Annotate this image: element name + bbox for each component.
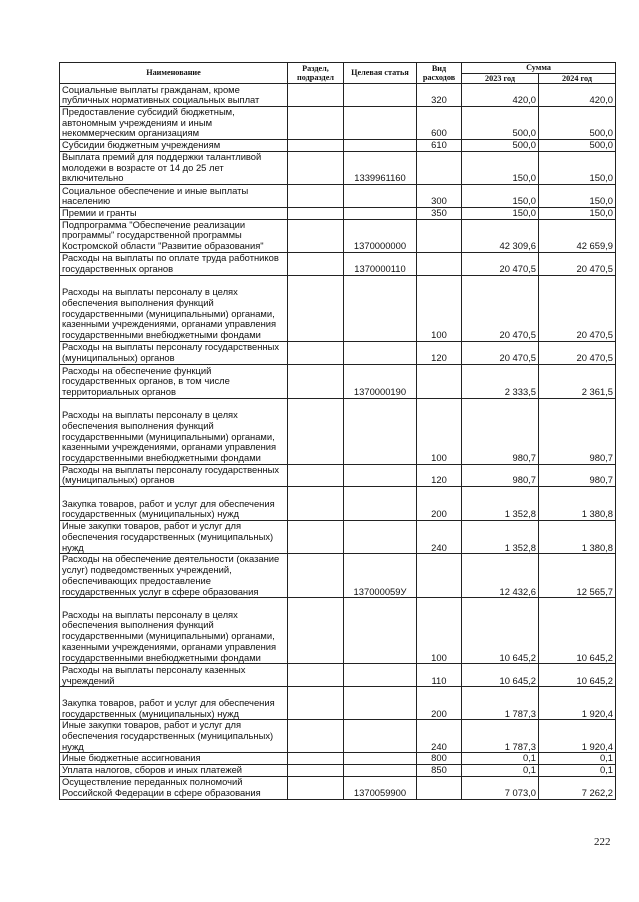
page-number: 222 bbox=[594, 836, 611, 848]
row-article bbox=[344, 207, 417, 219]
table-row bbox=[60, 140, 616, 152]
table-row bbox=[60, 219, 616, 252]
row-sum-2024: 500,0 bbox=[539, 107, 616, 140]
row-sum-2024: 2 361,5 bbox=[539, 364, 616, 398]
row-article bbox=[344, 765, 417, 777]
table-row bbox=[60, 107, 616, 140]
row-sum-2024: 10 645,2 bbox=[539, 664, 616, 687]
row-sum-2023: 1 352,8 bbox=[462, 521, 539, 554]
row-type: 800 bbox=[417, 753, 462, 765]
row-article: 137000059У bbox=[344, 554, 417, 598]
row-type: 350 bbox=[417, 207, 462, 219]
row-type: 200 bbox=[417, 687, 462, 720]
row-name: Закупка товаров, работ и услуг для обеспечения государственных (муниципальных) нужд bbox=[60, 487, 288, 521]
row-section bbox=[288, 687, 344, 720]
row-section bbox=[288, 521, 344, 554]
row-section bbox=[288, 219, 344, 252]
row-type: 110 bbox=[417, 664, 462, 687]
header-name: Наименование bbox=[60, 63, 288, 84]
table-row bbox=[60, 252, 616, 275]
row-name: Расходы на выплаты персоналу в целях обеспечения выполнения функций государственными (муниципальными) органами, казенными учреждениями, органами управления государственными внебюджетными фондами bbox=[60, 398, 288, 464]
row-section bbox=[288, 107, 344, 140]
table-row bbox=[60, 664, 616, 687]
row-sum-2024: 0,1 bbox=[539, 765, 616, 777]
row-article bbox=[344, 84, 417, 107]
row-type: 100 bbox=[417, 598, 462, 664]
row-article bbox=[344, 107, 417, 140]
row-sum-2024: 150,0 bbox=[539, 184, 616, 207]
table-row bbox=[60, 84, 616, 107]
row-sum-2023: 1 787,3 bbox=[462, 720, 539, 753]
row-sum-2023: 150,0 bbox=[462, 207, 539, 219]
table-row bbox=[60, 464, 616, 486]
row-article bbox=[344, 521, 417, 554]
row-sum-2023: 20 470,5 bbox=[462, 341, 539, 364]
row-sum-2024: 42 659,9 bbox=[539, 219, 616, 252]
header-article: Целевая статья bbox=[344, 63, 417, 84]
row-sum-2023: 0,1 bbox=[462, 765, 539, 777]
row-name: Расходы на выплаты по оплате труда работников государственных органов bbox=[60, 252, 288, 275]
row-name: Предоставление субсидий бюджетным, автономным учреждениям и иным некоммерческим организациям bbox=[60, 107, 288, 140]
row-section bbox=[288, 341, 344, 364]
row-sum-2023: 980,7 bbox=[462, 464, 539, 486]
row-type bbox=[417, 364, 462, 398]
row-section bbox=[288, 252, 344, 275]
budget-table bbox=[59, 62, 616, 800]
row-type: 120 bbox=[417, 341, 462, 364]
row-article: 1370000000 bbox=[344, 219, 417, 252]
row-sum-2023: 20 470,5 bbox=[462, 275, 539, 341]
row-type bbox=[417, 252, 462, 275]
row-sum-2023: 1 352,8 bbox=[462, 487, 539, 521]
row-article bbox=[344, 140, 417, 152]
row-name: Подпрограмма "Обеспечение реализации программы" государственной программы Костромской области "Развитие образования" bbox=[60, 219, 288, 252]
header-year-2024: 2024 год bbox=[539, 73, 616, 84]
table-header bbox=[60, 63, 616, 84]
row-type bbox=[417, 151, 462, 184]
table-row bbox=[60, 487, 616, 521]
row-section bbox=[288, 140, 344, 152]
row-name: Иные закупки товаров, работ и услуг для обеспечения государственных (муниципальных) нужд bbox=[60, 720, 288, 753]
row-name: Социальное обеспечение и иные выплаты населению bbox=[60, 184, 288, 207]
row-name: Социальные выплаты гражданам, кроме публичных нормативных социальных выплат bbox=[60, 84, 288, 107]
row-type bbox=[417, 554, 462, 598]
row-name: Закупка товаров, работ и услуг для обеспечения государственных (муниципальных) нужд bbox=[60, 687, 288, 720]
row-sum-2024: 420,0 bbox=[539, 84, 616, 107]
row-article bbox=[344, 753, 417, 765]
row-name: Субсидии бюджетным учреждениям bbox=[60, 140, 288, 152]
row-name: Расходы на обеспечение функций государственных органов, в том числе территориальных органов bbox=[60, 364, 288, 398]
table-row bbox=[60, 687, 616, 720]
row-sum-2024: 20 470,5 bbox=[539, 252, 616, 275]
row-section bbox=[288, 664, 344, 687]
table-body bbox=[60, 84, 616, 800]
row-sum-2024: 1 920,4 bbox=[539, 720, 616, 753]
row-section bbox=[288, 364, 344, 398]
row-sum-2024: 10 645,2 bbox=[539, 598, 616, 664]
row-article bbox=[344, 464, 417, 486]
row-sum-2024: 0,1 bbox=[539, 753, 616, 765]
row-name: Осуществление переданных полномочий Российской Федерации в сфере образования bbox=[60, 776, 288, 799]
row-article: 1370059900 bbox=[344, 776, 417, 799]
table-row bbox=[60, 521, 616, 554]
table-row bbox=[60, 765, 616, 777]
row-name: Иные бюджетные ассигнования bbox=[60, 753, 288, 765]
row-name: Расходы на выплаты персоналу в целях обеспечения выполнения функций государственными (муниципальными) органами, казенными учреждениями, органами управления государственными внебюджетными фондами bbox=[60, 598, 288, 664]
row-name: Расходы на обеспечение деятельности (оказание услуг) подведомственных учреждений, обеспечивающих предоставление государственных услуг в сфере образования bbox=[60, 554, 288, 598]
row-sum-2023: 420,0 bbox=[462, 84, 539, 107]
row-type: 850 bbox=[417, 765, 462, 777]
table-row bbox=[60, 207, 616, 219]
row-article bbox=[344, 664, 417, 687]
table-row bbox=[60, 341, 616, 364]
row-type: 200 bbox=[417, 487, 462, 521]
table-row bbox=[60, 275, 616, 341]
row-type bbox=[417, 776, 462, 799]
row-section bbox=[288, 398, 344, 464]
table-row bbox=[60, 151, 616, 184]
row-sum-2023: 1 787,3 bbox=[462, 687, 539, 720]
row-type bbox=[417, 219, 462, 252]
table-row bbox=[60, 398, 616, 464]
row-article bbox=[344, 184, 417, 207]
row-sum-2024: 1 920,4 bbox=[539, 687, 616, 720]
row-section bbox=[288, 776, 344, 799]
row-article bbox=[344, 687, 417, 720]
table-row bbox=[60, 598, 616, 664]
row-sum-2024: 1 380,8 bbox=[539, 487, 616, 521]
row-name: Расходы на выплаты персоналу в целях обеспечения выполнения функций государственными (муниципальными) органами, казенными учреждениями, органами управления государственными внебюджетными фондами bbox=[60, 275, 288, 341]
row-article bbox=[344, 720, 417, 753]
row-sum-2024: 980,7 bbox=[539, 398, 616, 464]
row-section bbox=[288, 554, 344, 598]
row-section bbox=[288, 207, 344, 219]
row-sum-2024: 20 470,5 bbox=[539, 275, 616, 341]
row-type: 600 bbox=[417, 107, 462, 140]
table-row bbox=[60, 720, 616, 753]
row-name: Выплата премий для поддержки талантливой молодежи в возрасте от 14 до 25 лет включительно bbox=[60, 151, 288, 184]
row-article: 1370000110 bbox=[344, 252, 417, 275]
header-year-2023: 2023 год bbox=[462, 73, 539, 84]
row-sum-2023: 150,0 bbox=[462, 151, 539, 184]
row-article: 1370000190 bbox=[344, 364, 417, 398]
row-section bbox=[288, 598, 344, 664]
header-type: Вид расходов bbox=[417, 63, 462, 84]
row-type: 240 bbox=[417, 720, 462, 753]
row-section bbox=[288, 151, 344, 184]
row-name: Иные закупки товаров, работ и услуг для обеспечения государственных (муниципальных) нужд bbox=[60, 521, 288, 554]
row-section bbox=[288, 753, 344, 765]
row-section bbox=[288, 464, 344, 486]
row-name: Расходы на выплаты персоналу казенных учреждений bbox=[60, 664, 288, 687]
row-sum-2023: 42 309,6 bbox=[462, 219, 539, 252]
row-article bbox=[344, 341, 417, 364]
row-name: Расходы на выплаты персоналу государственных (муниципальных) органов bbox=[60, 464, 288, 486]
row-article bbox=[344, 275, 417, 341]
table-row bbox=[60, 776, 616, 799]
row-type: 320 bbox=[417, 84, 462, 107]
row-type: 120 bbox=[417, 464, 462, 486]
row-article bbox=[344, 598, 417, 664]
row-section bbox=[288, 84, 344, 107]
row-type: 100 bbox=[417, 398, 462, 464]
row-section bbox=[288, 275, 344, 341]
row-sum-2024: 980,7 bbox=[539, 464, 616, 486]
row-name: Уплата налогов, сборов и иных платежей bbox=[60, 765, 288, 777]
row-article bbox=[344, 487, 417, 521]
row-sum-2024: 20 470,5 bbox=[539, 341, 616, 364]
row-sum-2024: 150,0 bbox=[539, 151, 616, 184]
row-article bbox=[344, 398, 417, 464]
table-row bbox=[60, 554, 616, 598]
row-name: Премии и гранты bbox=[60, 207, 288, 219]
row-sum-2024: 7 262,2 bbox=[539, 776, 616, 799]
row-sum-2024: 150,0 bbox=[539, 207, 616, 219]
row-sum-2024: 1 380,8 bbox=[539, 521, 616, 554]
row-name: Расходы на выплаты персоналу государственных (муниципальных) органов bbox=[60, 341, 288, 364]
row-type: 100 bbox=[417, 275, 462, 341]
table-row bbox=[60, 364, 616, 398]
row-sum-2023: 10 645,2 bbox=[462, 598, 539, 664]
row-section bbox=[288, 765, 344, 777]
row-type: 300 bbox=[417, 184, 462, 207]
table-row bbox=[60, 184, 616, 207]
row-sum-2023: 500,0 bbox=[462, 140, 539, 152]
row-section bbox=[288, 487, 344, 521]
row-article: 1339961160 bbox=[344, 151, 417, 184]
row-sum-2024: 500,0 bbox=[539, 140, 616, 152]
row-sum-2023: 7 073,0 bbox=[462, 776, 539, 799]
row-sum-2023: 20 470,5 bbox=[462, 252, 539, 275]
row-section bbox=[288, 720, 344, 753]
row-sum-2023: 2 333,5 bbox=[462, 364, 539, 398]
header-sum: Сумма bbox=[462, 63, 616, 74]
row-section bbox=[288, 184, 344, 207]
row-sum-2023: 980,7 bbox=[462, 398, 539, 464]
row-sum-2024: 12 565,7 bbox=[539, 554, 616, 598]
row-sum-2023: 0,1 bbox=[462, 753, 539, 765]
row-type: 240 bbox=[417, 521, 462, 554]
row-type: 610 bbox=[417, 140, 462, 152]
row-sum-2023: 10 645,2 bbox=[462, 664, 539, 687]
row-sum-2023: 500,0 bbox=[462, 107, 539, 140]
row-sum-2023: 12 432,6 bbox=[462, 554, 539, 598]
row-sum-2023: 150,0 bbox=[462, 184, 539, 207]
header-section: Раздел, подраздел bbox=[288, 63, 344, 84]
table-row bbox=[60, 753, 616, 765]
